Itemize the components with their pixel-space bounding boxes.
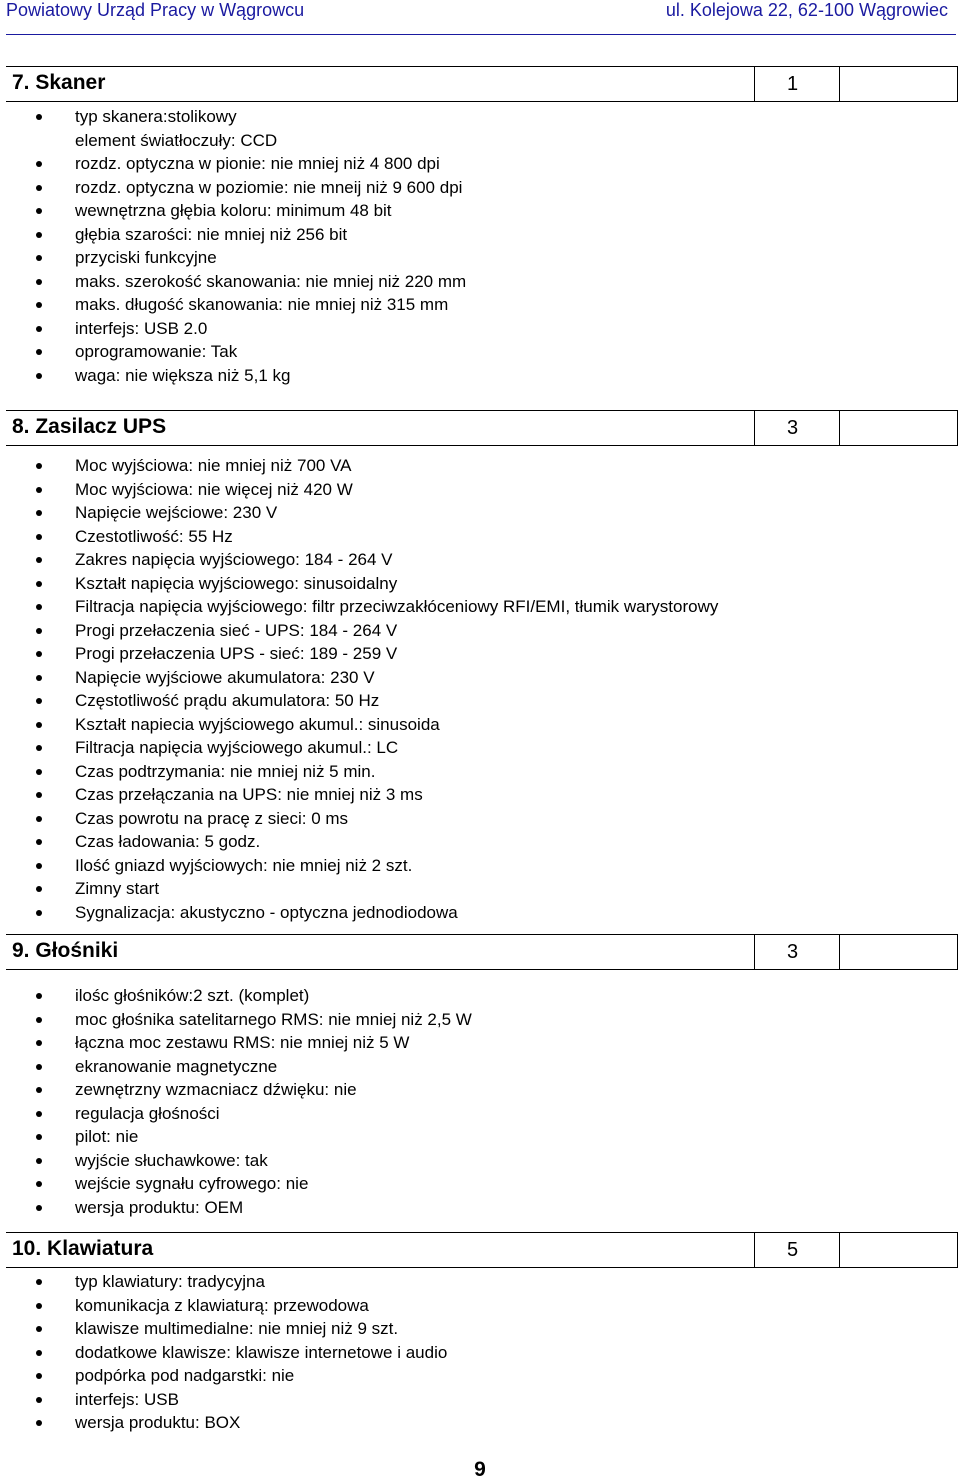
section-header-row: [6, 1232, 958, 1268]
list-item: pilot: nie: [0, 1125, 940, 1149]
section-header-row: [6, 410, 958, 446]
list-item: Napięcie wyjściowe akumulatora: 230 V: [0, 666, 940, 690]
list-item: dodatkowe klawisze: klawisze internetowe i audio: [0, 1341, 940, 1365]
list-item: maks. długość skanowania: nie mniej niż 315 mm: [0, 293, 940, 317]
list-item: ekranowanie magnetyczne: [0, 1055, 940, 1079]
list-item: Kształt napiecia wyjściowego akumul.: sinusoida: [0, 713, 940, 737]
spec-list-glosniki: [0, 984, 940, 1219]
list-item: Filtracja napięcia wyjściowego akumul.: LC: [0, 736, 940, 760]
list-item: rozdz. optyczna w pionie: nie mniej niż 4 800 dpi: [0, 152, 940, 176]
list-item: ilośc głośników:2 szt. (komplet): [0, 984, 940, 1008]
list-item: Częstotliwość prądu akumulatora: 50 Hz: [0, 689, 940, 713]
section-header-row: [6, 66, 958, 102]
list-item: moc głośnika satelitarnego RMS: nie mniej niż 2,5 W: [0, 1008, 940, 1032]
table-border: [957, 935, 958, 969]
header-office-name: Powiatowy Urząd Pracy w Wągrowcu: [6, 0, 305, 20]
list-item: Czas powrotu na pracę z sieci: 0 ms: [0, 807, 940, 831]
section-quantity: 3: [754, 411, 840, 445]
list-item: typ klawiatury: tradycyjna: [0, 1270, 940, 1294]
section-quantity: 3: [754, 935, 840, 969]
page-number: 9: [474, 1458, 486, 1481]
list-item: maks. szerokość skanowania: nie mniej niż 220 mm: [0, 270, 940, 294]
list-item: Ilość gniazd wyjściowych: nie mniej niż 2 szt.: [0, 854, 940, 878]
table-border: [957, 1233, 958, 1267]
list-item: wewnętrzna głębia koloru: minimum 48 bit: [0, 199, 940, 223]
list-item: wersja produktu: BOX: [0, 1411, 940, 1435]
section-title: 7. Skaner: [12, 71, 106, 94]
list-item: element światłoczuły: CCD: [75, 130, 278, 150]
section-quantity: 5: [754, 1233, 840, 1267]
list-item: typ skanera:stolikowy: [0, 105, 940, 129]
list-item: przyciski funkcyjne: [0, 246, 940, 270]
list-item: Progi przełaczenia UPS - sieć: 189 - 259 V: [0, 642, 940, 666]
section-quantity: 1: [754, 67, 840, 101]
header-divider: [6, 34, 956, 35]
list-item: wyjście słuchawkowe: tak: [0, 1149, 940, 1173]
list-item: Zakres napięcia wyjściowego: 184 - 264 V: [0, 548, 940, 572]
list-item: głębia szarości: nie mniej niż 256 bit: [0, 223, 940, 247]
list-item: podpórka pod nadgarstki: nie: [0, 1364, 940, 1388]
list-item: interfejs: USB: [0, 1388, 940, 1412]
list-item: regulacja głośności: [0, 1102, 940, 1126]
list-item: Czas podtrzymania: nie mniej niż 5 min.: [0, 760, 940, 784]
list-item: Sygnalizacja: akustyczno - optyczna jednodiodowa: [0, 901, 940, 925]
list-item: Moc wyjściowa: nie mniej niż 700 VA: [0, 454, 940, 478]
table-border: [957, 67, 958, 101]
list-item: komunikacja z klawiaturą: przewodowa: [0, 1294, 940, 1318]
spec-list-zasilacz: [0, 454, 940, 924]
list-item: klawisze multimedialne: nie mniej niż 9 szt.: [0, 1317, 940, 1341]
list-item: rozdz. optyczna w poziomie: nie mneij niż 9 600 dpi: [0, 176, 940, 200]
list-item: Napięcie wejściowe: 230 V: [0, 501, 940, 525]
list-item: interfejs: USB 2.0: [0, 317, 940, 341]
header-address: ul. Kolejowa 22, 62-100 Wągrowiec: [665, 0, 948, 20]
list-item: Zimny start: [0, 877, 940, 901]
list-item: oprogramowanie: Tak: [0, 340, 940, 364]
list-item: łączna moc zestawu RMS: nie mniej niż 5 W: [0, 1031, 940, 1055]
table-border: [957, 411, 958, 445]
list-item: zewnętrzny wzmacniacz dźwięku: nie: [0, 1078, 940, 1102]
section-title: 8. Zasilacz UPS: [12, 415, 167, 438]
list-item: waga: nie większa niż 5,1 kg: [0, 364, 940, 388]
spec-list-skaner: [0, 105, 940, 387]
section-header-row: [6, 934, 958, 970]
list-item: Czestotliwość: 55 Hz: [0, 525, 940, 549]
list-item: Progi przełaczenia sieć - UPS: 184 - 264 V: [0, 619, 940, 643]
list-item: Czas przełączania na UPS: nie mniej niż 3 ms: [0, 783, 940, 807]
section-title: 10. Klawiatura: [12, 1237, 154, 1260]
list-item: Moc wyjściowa: nie więcej niż 420 W: [0, 478, 940, 502]
list-item: Czas ładowania: 5 godz.: [0, 830, 940, 854]
section-title: 9. Głośniki: [12, 939, 119, 962]
list-item: Filtracja napięcia wyjściowego: filtr przeciwzakłóceniowy RFI/EMI, tłumik warystorowy: [0, 595, 940, 619]
page-header: [0, 0, 960, 30]
list-item: Kształt napięcia wyjściowego: sinusoidalny: [0, 572, 940, 596]
spec-list-klawiatura: [0, 1270, 940, 1435]
list-item: wejście sygnału cyfrowego: nie: [0, 1172, 940, 1196]
list-item: wersja produktu: OEM: [0, 1196, 940, 1220]
